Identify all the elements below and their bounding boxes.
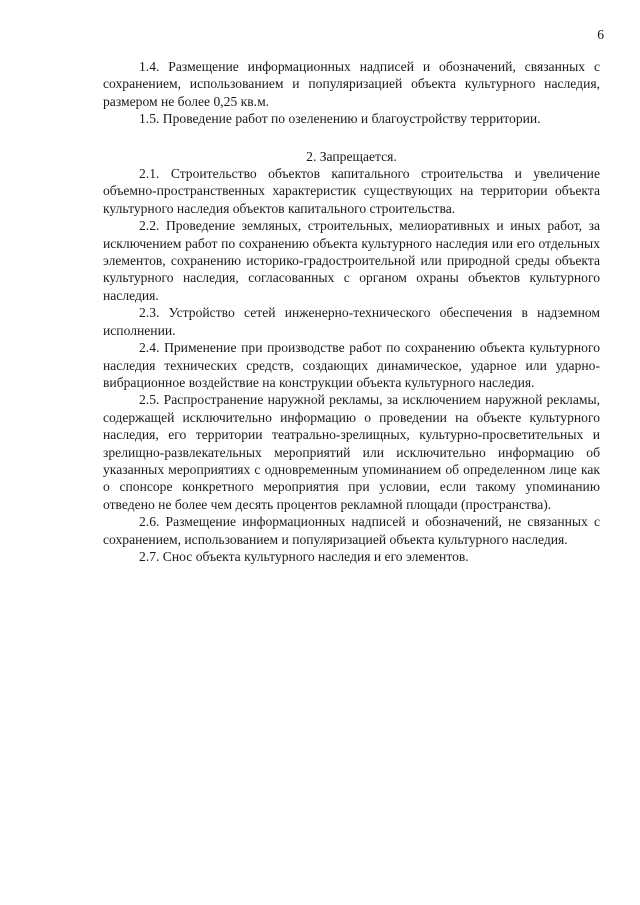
paragraph-number: 2.5. xyxy=(139,392,160,408)
paragraph-2-7 xyxy=(103,548,600,565)
paragraph-2-5 xyxy=(103,391,600,513)
permitted-list xyxy=(103,58,600,128)
paragraph-text: Проведение земляных, строительных, мелиоративных и иных работ, за исключением работ по сохранению объекта культурного наследия или его отдельных элементов, сохранению историко-градостроительной или природной среды объекта культурного наследия, согласованных с органом охраны объектов культурного наследия. xyxy=(103,218,600,303)
paragraph-number: 2.1. xyxy=(139,166,160,182)
paragraph-text: Распространение наружной рекламы, за исключением наружной рекламы, содержащей исключительно информацию о проведении на объекте культурного наследия, его территории театрально-зрелищных, культурно-просветительных и зрелищно-развлекательных мероприятий или исключительно информацию об указанных мероприятиях с одновременным упоминанием об определенном лице как о спонсоре конкретного мероприятия при условии, если такому упоминанию отведено не более чем десять процентов рекламной площади (пространства). xyxy=(103,392,601,512)
paragraph-text: Строительство объектов капитального строительства и увеличение объемно-пространственных характеристик существующих на территории объекта культурного наследия объектов капитального строительства. xyxy=(103,166,600,216)
paragraph-2-1 xyxy=(103,165,600,217)
paragraph-number: 2.4. xyxy=(139,340,160,356)
paragraph-number: 2.3. xyxy=(139,305,160,321)
document-body xyxy=(103,58,600,565)
paragraph-1-5 xyxy=(103,110,600,127)
paragraph-text: Проведение работ по озеленению и благоустройству территории. xyxy=(162,111,541,127)
section-heading: 2. Запрещается. xyxy=(306,148,397,164)
paragraph-2-4 xyxy=(103,339,600,391)
paragraph-number: 1.5. xyxy=(139,111,160,127)
paragraph-2-3 xyxy=(103,304,600,339)
paragraph-2-6 xyxy=(103,513,600,548)
paragraph-text: Снос объекта культурного наследия и его элементов. xyxy=(162,548,469,564)
paragraph-number: 2.6. xyxy=(139,514,160,530)
paragraph-text: Размещение информационных надписей и обозначений, не связанных с сохранением, использованием и популяризацией объекта культурного наследия. xyxy=(103,514,600,547)
paragraph-number: 2.7. xyxy=(139,548,160,564)
paragraph-number: 1.4. xyxy=(139,59,160,74)
paragraph-1-4 xyxy=(103,58,600,110)
prohibited-list xyxy=(103,165,600,565)
paragraph-text: Размещение информационных надписей и обозначений, связанных с сохранением, использованием и популяризацией объекта культурного наследия, размером не более 0,25 кв.м. xyxy=(103,59,601,109)
paragraph-text: Применение при производстве работ по сохранению объекта культурного наследия технических средств, создающих динамическое, ударное или ударно-вибрационное воздействие на конструкции объекта культурного наследия. xyxy=(103,340,601,390)
paragraph-text: Устройство сетей инженерно-технического обеспечения в надземном исполнении. xyxy=(103,305,600,338)
paragraph-number: 2.2. xyxy=(139,218,160,234)
paragraph-2-2 xyxy=(103,217,600,304)
page-number: 6 xyxy=(597,27,604,42)
